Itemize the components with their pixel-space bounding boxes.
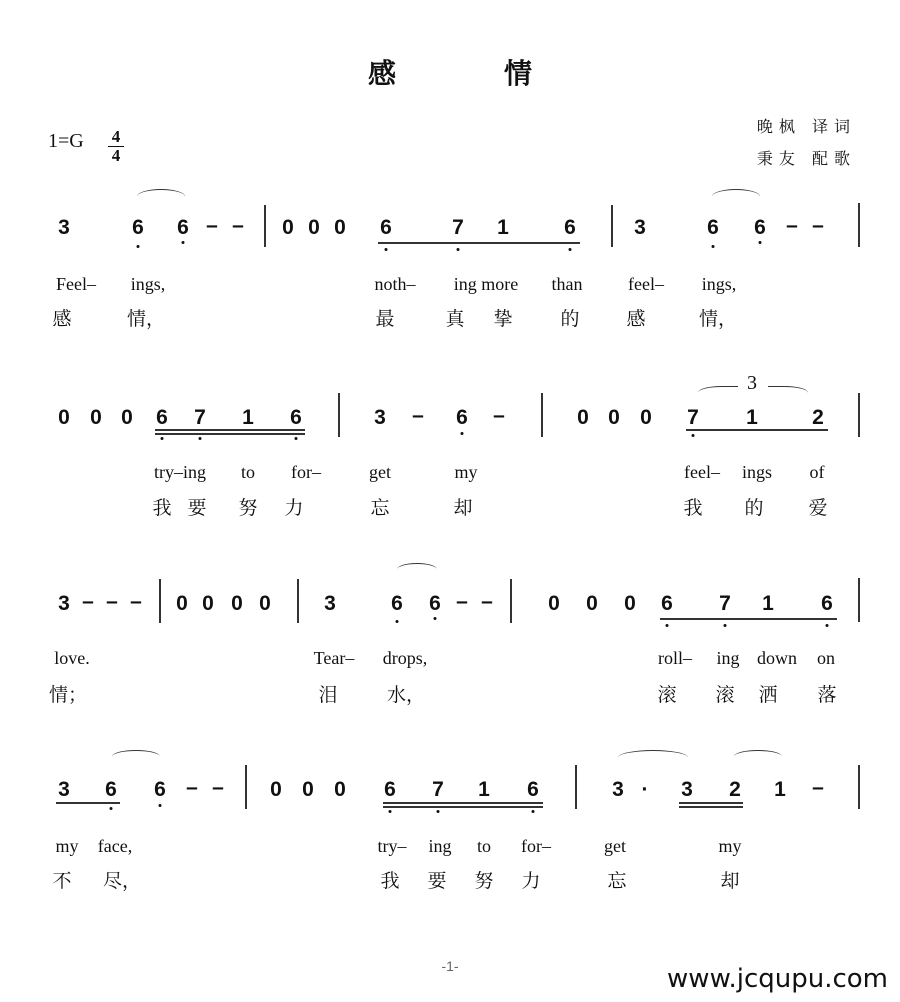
note: 6 (661, 592, 673, 615)
watermark: www.jcqupu.com (667, 964, 888, 994)
note: 1 (497, 216, 509, 239)
lyric-zh: 要 (187, 497, 207, 519)
eighth-beam (686, 429, 828, 431)
sixteenth-beam-1 (679, 802, 743, 804)
sixteenth-beam-1 (383, 802, 543, 804)
low-octave-dot (692, 434, 695, 437)
lyric-en: my (55, 836, 79, 856)
note: 1 (746, 406, 758, 429)
lyric-zh: 挚 (493, 308, 513, 330)
lyric-en: try–ing (154, 462, 206, 482)
lyric-en: Tear– (313, 648, 355, 668)
rest: 0 (308, 216, 320, 239)
lyric-en: love. (54, 648, 90, 668)
rest: 0 (58, 406, 70, 429)
note: 6 (132, 216, 144, 239)
note: 3 (324, 592, 336, 615)
low-octave-dot (712, 245, 715, 248)
lyric-en: ing (428, 836, 452, 856)
dash: – (212, 776, 224, 799)
note: 6 (156, 406, 168, 429)
lyric-zh: 要 (427, 870, 447, 892)
lyric-en: for– (521, 836, 551, 856)
bar-line (575, 765, 577, 809)
lyric-zh: 爱 (808, 497, 828, 519)
lyric-zh: 洒 (758, 684, 778, 706)
bar-line (858, 578, 860, 622)
rest: 0 (640, 406, 652, 429)
low-octave-dot (437, 810, 440, 813)
time-signature-top: 4 (111, 127, 121, 146)
time-signature (106, 128, 126, 165)
lyric-en: ings, (130, 274, 166, 294)
bar-line (858, 393, 860, 437)
bar-line (338, 393, 340, 437)
tie-arc (712, 189, 760, 204)
triplet-bracket-right (768, 386, 808, 397)
rest: 0 (282, 216, 294, 239)
sixteenth-beam-2 (383, 806, 543, 808)
sixteenth-beam-2 (679, 806, 743, 808)
note: 7 (452, 216, 464, 239)
lyric-zh: 努 (238, 497, 258, 519)
lyric-zh: 真 (445, 308, 465, 330)
lyric-en: ing more (453, 274, 519, 294)
rest: 0 (608, 406, 620, 429)
lyricist-credit: 晚枫 译词 (756, 117, 856, 136)
rest: 0 (577, 406, 589, 429)
note: 7 (194, 406, 206, 429)
lyric-en: than (551, 274, 583, 294)
sixteenth-beam-1 (155, 429, 305, 431)
note: 6 (821, 592, 833, 615)
dash: – (786, 214, 798, 237)
dash: – (206, 214, 218, 237)
low-octave-dot (532, 810, 535, 813)
bar-line (611, 205, 613, 247)
lyric-zh: 泪 (318, 684, 338, 706)
lyric-zh: 落 (817, 684, 837, 706)
lyric-zh: 的 (560, 308, 580, 330)
low-octave-dot (457, 248, 460, 251)
tie-arc (397, 563, 437, 576)
lyric-en: to (240, 462, 256, 482)
note: 6 (707, 216, 719, 239)
low-octave-dot (434, 617, 437, 620)
note: 1 (762, 592, 774, 615)
low-octave-dot (396, 620, 399, 623)
note: 6 (154, 778, 166, 801)
low-octave-dot (161, 437, 164, 440)
note: 3 (58, 778, 70, 801)
note: 6 (105, 778, 117, 801)
lyric-en: to (476, 836, 492, 856)
note: 3 (634, 216, 646, 239)
dash: – (106, 590, 118, 613)
lyric-zh: 感 (626, 308, 646, 330)
rest: 0 (548, 592, 560, 615)
song-title: 感 情 (367, 57, 572, 90)
low-octave-dot (110, 807, 113, 810)
note: 3 (374, 406, 386, 429)
low-octave-dot (461, 432, 464, 435)
lyric-en: get (604, 836, 626, 856)
low-octave-dot (182, 241, 185, 244)
lyric-zh: 忘 (370, 497, 390, 519)
lyric-en: down (757, 648, 797, 668)
note: 2 (729, 778, 741, 801)
sixteenth-beam-2 (155, 433, 305, 435)
dash: – (493, 404, 505, 427)
tie-arc (112, 750, 160, 763)
note: 1 (478, 778, 490, 801)
dash: – (186, 776, 198, 799)
lyric-zh: 我 (152, 497, 172, 519)
bar-line (510, 579, 512, 623)
dash: – (82, 590, 94, 613)
lyric-zh: 滚 (657, 684, 677, 706)
lyric-zh: 最 (375, 308, 395, 330)
low-octave-dot (385, 248, 388, 251)
bar-line (297, 579, 299, 623)
tie-arc (137, 189, 185, 204)
note: 1 (774, 778, 786, 801)
eighth-beam (660, 618, 837, 620)
note: 7 (719, 592, 731, 615)
note: 7 (687, 406, 699, 429)
low-octave-dot (724, 624, 727, 627)
rest: 0 (586, 592, 598, 615)
rest: 0 (121, 406, 133, 429)
dash: – (412, 404, 424, 427)
lyric-zh: 滚 (715, 684, 735, 706)
bar-line (858, 765, 860, 809)
note: 6 (391, 592, 403, 615)
bar-line (264, 205, 266, 247)
time-signature-bottom: 4 (111, 146, 121, 165)
lyric-zh: 努 (474, 870, 494, 892)
lyric-zh: 不 (52, 870, 72, 892)
dash: – (481, 590, 493, 613)
low-octave-dot (137, 245, 140, 248)
low-octave-dot (759, 241, 762, 244)
lyric-en: for– (291, 462, 321, 482)
low-octave-dot (159, 804, 162, 807)
note: 6 (429, 592, 441, 615)
lyric-en: my (454, 462, 478, 482)
lyric-en: roll– (658, 648, 692, 668)
note: 6 (177, 216, 189, 239)
low-octave-dot (389, 810, 392, 813)
note: 6 (380, 216, 392, 239)
lyric-en: on (817, 648, 835, 668)
lyric-en: noth– (374, 274, 416, 294)
lyric-zh: 我 (683, 497, 703, 519)
note: 1 (242, 406, 254, 429)
rest: 0 (302, 778, 314, 801)
lyric-en: feel– (684, 462, 720, 482)
bar-line (858, 203, 860, 247)
slur-arc (618, 750, 688, 765)
note: 6 (384, 778, 396, 801)
note: 3 (612, 778, 624, 801)
lyric-en: feel– (628, 274, 664, 294)
lyric-zh: 水， (386, 684, 426, 706)
lyric-en: ings (741, 462, 773, 482)
lyric-zh: 我 (380, 870, 400, 892)
dash: – (232, 214, 244, 237)
lyric-en: ing (716, 648, 740, 668)
slur-arc (734, 750, 782, 763)
low-octave-dot (295, 437, 298, 440)
note: 7 (432, 778, 444, 801)
augmentation-dot: · (641, 778, 649, 801)
dash: – (812, 214, 824, 237)
arranger-credit: 秉友 配歌 (756, 149, 856, 168)
rest: 0 (231, 592, 243, 615)
eighth-beam (56, 802, 120, 804)
note: 6 (456, 406, 468, 429)
note: 3 (58, 216, 70, 239)
triplet-bracket-left (698, 386, 738, 397)
lyric-en: try– (377, 836, 407, 856)
note: 6 (564, 216, 576, 239)
bar-line (541, 393, 543, 437)
lyric-zh: 的 (744, 497, 764, 519)
lyric-en: drops, (382, 648, 428, 668)
lyric-zh: 却 (720, 870, 740, 892)
note: 6 (290, 406, 302, 429)
rest: 0 (259, 592, 271, 615)
rest: 0 (270, 778, 282, 801)
rest: 0 (176, 592, 188, 615)
dash: – (812, 776, 824, 799)
lyric-zh: 力 (284, 497, 304, 519)
rest: 0 (90, 406, 102, 429)
note: 3 (681, 778, 693, 801)
lyric-zh: 却 (453, 497, 473, 519)
dash: – (456, 590, 468, 613)
lyric-en: of (809, 462, 825, 482)
lyric-zh: 情， (126, 308, 166, 330)
lyric-en: my (718, 836, 742, 856)
low-octave-dot (826, 624, 829, 627)
rest: 0 (334, 216, 346, 239)
rest: 0 (334, 778, 346, 801)
note: 6 (527, 778, 539, 801)
note: 6 (754, 216, 766, 239)
lyric-zh: 情； (48, 684, 88, 706)
rest: 0 (202, 592, 214, 615)
bar-line (245, 765, 247, 809)
triplet-mark: 3 (747, 372, 757, 394)
lyric-en: get (369, 462, 391, 482)
lyric-zh: 情， (698, 308, 738, 330)
page-number: -1- (441, 958, 459, 974)
lyric-zh: 力 (521, 870, 541, 892)
lyric-zh: 忘 (607, 870, 627, 892)
lyric-zh: 尽， (102, 870, 142, 892)
eighth-beam (378, 242, 580, 244)
key-signature: 1=G (48, 130, 84, 152)
note: 3 (58, 592, 70, 615)
bar-line (159, 579, 161, 623)
low-octave-dot (569, 248, 572, 251)
lyric-en: face, (97, 836, 133, 856)
lyric-zh: 感 (52, 308, 72, 330)
low-octave-dot (666, 624, 669, 627)
lyric-en: Feel– (56, 274, 96, 294)
low-octave-dot (199, 437, 202, 440)
lyric-en: ings, (701, 274, 737, 294)
dash: – (130, 590, 142, 613)
note: 2 (812, 406, 824, 429)
rest: 0 (624, 592, 636, 615)
